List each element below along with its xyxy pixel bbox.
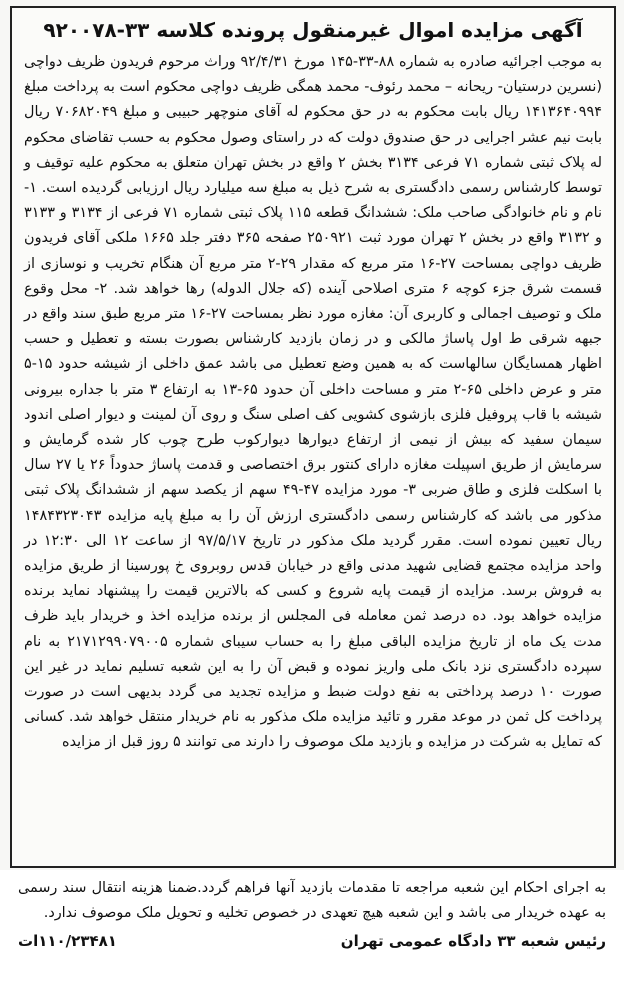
notice-footer bbox=[0, 870, 624, 996]
notice-continuation: به اجرای احکام این شعبه مراجعه تا مقدمات بازدید آنها فراهم گردد.ضمنا هزینه انتقال سند رسمی به عهده خریدار می باشد و این شعبه هیچ تعهدی در خصوص تخلیه و تحویل ملک موصوف ندارد. bbox=[18, 880, 606, 921]
notice-body: به موجب اجرائیه صادره به شماره ۸۸-۳۳-۱۴۵ مورخ ۹۲/۴/۳۱ وراث مرحوم فریدون ظریف دواچی (نسرین درستیان- ریحانه – محمد رئوف- محمد همگی ظریف دواچی محکوم است به پرداخت مبلغ ۱۴۱۳۶۴۰۹۹۴ ریال بابت محکوم به در حق محکوم له آقای منوچهر حبیبی و مبلغ ۷۰۶۸۲۰۴۹ ریال بابت نیم عشر اجرایی در حق صندوق دولت که در راستای وصول محکوم به حسب تقاضای محکوم له پلاک ثبتی شماره ۷۱ فرعی ۳۱۳۴ بخش ۲ واقع در بخش تهران متعلق به محکوم علیه توقیف و توسط کارشناس رسمی دادگستری به شرح ذیل به مبلغ سه میلیارد ریال ارزیابی گردیده است. ۱- نام و نام خانوادگی صاحب ملک: ششدانگ قطعه ۱۱۵ پلاک ثبتی شماره ۷۱ فرعی از ۳۱۳۴ و ۳۱۳۳ و ۳۱۳۲ واقع در بخش ۲ تهران مورد ثبت ۲۵۰۹۲۱ صفحه ۳۶۵ دفتر جلد ۱۶۶۵ ملکی آقای فریدون ظریف دواچی بمساحت ۲۷-۱۶ متر مربع که مقدار ۲۹-۲ متر مربع آن هنگام تخریب و نوسازی از قسمت شرق جزء کوچه ۶ متری اصلاحی آینده (که جلال الدوله) رها خواهد شد. ۲- محل وقوع ملک و توصیف اجمالی و کاربری آن: مغازه مورد نظر بمساحت ۲۷-۱۶ متر مربع طبق سند واقع در جبهه شرقی ط اول پاساژ مالکی و در زمان بازدید کارشناس بصورت بسته و تعطیل و حسب اظهار همسایگان سالهاست که به همین وضع تعطیل می باشد عمق داخلی از شیشه حدود ۱۵-۵ متر و عرض داخلی ۶۵-۲ متر و مساحت داخلی آن حدود ۶۵-۱۳ به ارتفاع ۳ متر با جداره بیرونی شیشه با قاب پروفیل فلزی بازشوی کشویی کف اصلی سنگ و روی آن لمینت و دیوار اصلی اندود سیمان سفید که بیش از نیمی از ارتفاع دیوارها دیوارکوب طرح چوب کار شده گرمایش و سرمایش از طریق اسپیلت مغازه دارای کنتور برق اختصاصی و قدمت پاساژ حدوداً ۲۶ یا ۲۷ سال با اسکلت فلزی و طاق ضربی ۳- مورد مزایده ۴۷-۴۹ سهم از یکصد سهم از ششدانگ پلاک ثبتی مذکور می باشد که کارشناس رسمی دادگستری ارزش آن را به مبلغ پایه مزایده ۱۴۸۴۳۲۳۰۴۳ ریال تعیین نموده است. مقرر گردید ملک مذکور در تاریخ ۹۷/۵/۱۷ از ساعت ۱۲ الی ۱۲:۳۰ در واحد مزایده مجتمع قضایی شهید مدنی واقع در خیابان قدس روبروی خ پورسینا از طریق مزایده به فروش برسد. مزایده از قیمت پایه شروع و کسی که بالاترین قیمت را پیشنهاد نماید برنده مزایده خواهد بود. ده درصد ثمن معامله فی المجلس از برنده مزایده اخذ و خریدار باید ظرف مدت یک ماه از تاریخ مزایده الباقی مبلغ را به حساب سیبای شماره ۲۱۷۱۲۹۹۰۷۹۰۰۵ به نام سپرده دادگستری نزد بانک ملی واریز نموده و قبض آن را به این شعبه تسلیم نماید در غیر این صورت ۱۰ درصد پرداختی به نفع دولت ضبط و مزایده تجدید می گردد بدیهی است در صورت پرداخت کل ثمن در موعد مقرر و تائید مزایده ملک مذکور به نام خریدار منتقل خواهد شد. کسانی که تمایل به شرکت در مزایده و بازدید ملک موصوف را دارند می توانند ۵ روز قبل از مزایده bbox=[24, 54, 603, 751]
notice-title: آگهی مزایده اموال غیرمنقول پرونده کلاسه ۳۳-۹۲۰۰۷۸ bbox=[43, 18, 583, 42]
reference-code: ۱۱۰/۲۳۴۸۱ات bbox=[18, 932, 117, 950]
signature-row bbox=[18, 932, 606, 950]
auction-notice-clipping bbox=[10, 6, 616, 868]
court-signature: رئیس شعبه ۳۳ دادگاه عمومی تهران bbox=[340, 932, 606, 950]
